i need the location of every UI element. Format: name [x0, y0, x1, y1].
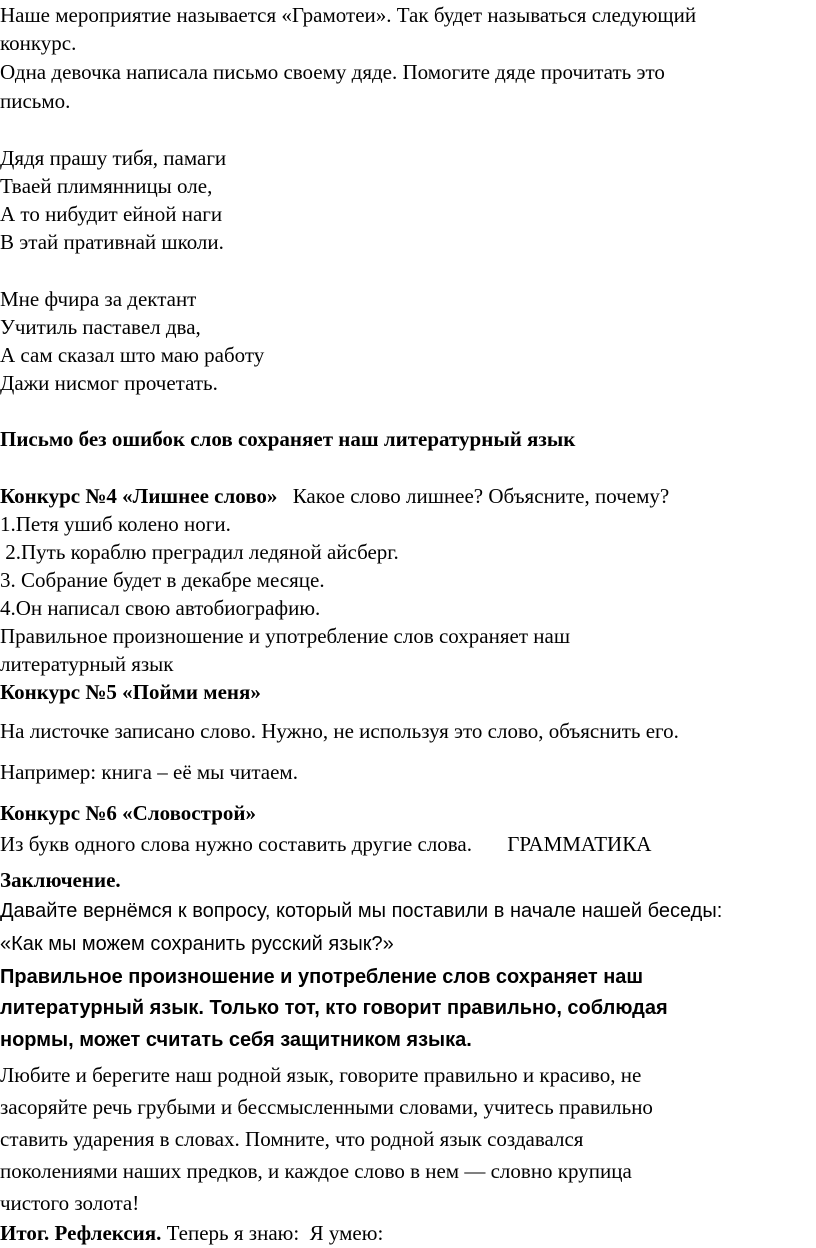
conclusion-line: засоряйте речь грубыми и бессмысленными словами, учитесь правильно	[0, 1095, 653, 1119]
contest5-text: На листочке записано слово. Нужно, не используя это слово, объяснить его.	[0, 719, 679, 743]
contest4-summary-line-1: Правильное произношение и употребление слов сохраняет наш	[0, 624, 570, 648]
contest4-item: 4.Он написал свою автобиографию.	[0, 596, 321, 620]
contest6-text: Из букв одного слова нужно составить другие слова.	[0, 832, 473, 856]
poem-line: Дядя прашу тибя, памаги	[0, 146, 227, 170]
contest4-summary-line-2: литературный язык	[0, 652, 174, 676]
intro-line-3: Одна девочка написала письмо своему дяде. Помогите дяде прочитать это	[0, 60, 665, 84]
intro-line-4: письмо.	[0, 89, 71, 113]
contest6-word: ГРАММАТИКА	[507, 832, 652, 856]
conclusion-title: Заключение.	[0, 868, 121, 892]
poem-line: А сам сказал што маю работу	[0, 343, 265, 367]
poem-line: Мне фчира за дектант	[0, 287, 197, 311]
contest6-line	[0, 831, 651, 857]
contest4-item: 1.Петя ушиб колено ноги.	[0, 512, 231, 536]
final-label: Итог. Рефлексия.	[0, 1221, 162, 1245]
final-line	[0, 1220, 383, 1246]
contest4-item: 3. Собрание будет в декабре месяце.	[0, 568, 325, 592]
letter-conclusion: Письмо без ошибок слов сохраняет наш литературный язык	[0, 427, 576, 451]
intro-line-1: Наше мероприятие называется «Грамотеи». Так будет называться следующий	[0, 3, 697, 27]
conclusion-bold-line: нормы, может считать себя защитником языка.	[0, 1029, 472, 1051]
poem-line: А то нибудит ейной наги	[0, 202, 223, 226]
poem-line: Дажи нисмог прочетать.	[0, 371, 218, 395]
conclusion-line-2: «Как мы можем сохранить русский язык?»	[0, 933, 394, 955]
conclusion-line-1: Давайте вернёмся к вопросу, который мы поставили в начале нашей беседы:	[0, 900, 723, 922]
conclusion-bold-line: литературный язык. Только тот, кто говорит правильно, соблюдая	[0, 997, 668, 1019]
conclusion-line: Любите и берегите наш родной язык, говорите правильно и красиво, не	[0, 1063, 642, 1087]
poem-line: Твaей плимянницы оле,	[0, 174, 213, 198]
conclusion-bold-line: Правильное произношение и употребление слов сохраняет наш	[0, 966, 644, 988]
conclusion-line: чистого золота!	[0, 1191, 140, 1215]
contest4-heading	[0, 483, 669, 509]
contest4-item: 2.Путь кораблю преградил ледяной айсберг.	[0, 540, 399, 564]
contest4-title: Конкурс №4 «Лишнее слово»	[0, 484, 278, 508]
conclusion-line: поколениями наших предков, и каждое слово в нем — словно крупица	[0, 1159, 632, 1183]
intro-line-2: конкурс.	[0, 31, 77, 55]
poem-line: В этай пративнай школи.	[0, 230, 224, 254]
contest5-example: Например: книга – её мы читаем.	[0, 760, 298, 784]
final-text: Теперь я знаю: Я умею:	[161, 1221, 384, 1245]
contest6-title: Конкурс №6 «Словострой»	[0, 801, 256, 825]
contest4-question: Какое слово лишнее? Объясните, почему?	[292, 484, 670, 508]
poem-line: Учитиль паставел два,	[0, 315, 201, 339]
conclusion-line: ставить ударения в словах. Помните, что родной язык создавался	[0, 1127, 584, 1151]
contest5-title: Конкурс №5 «Пойми меня»	[0, 680, 261, 704]
